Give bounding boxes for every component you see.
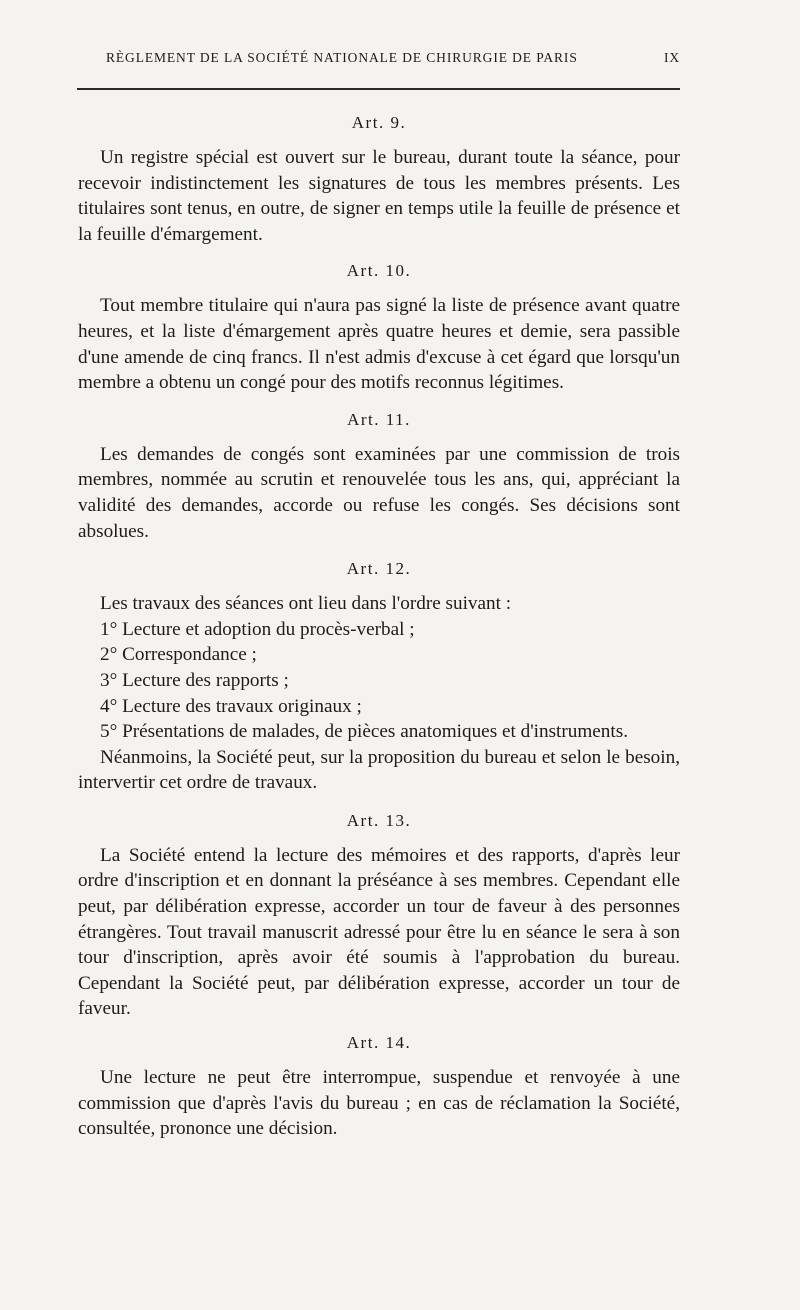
running-title: RÈGLEMENT DE LA SOCIÉTÉ NATIONALE DE CHIRURGIE DE PARIS — [106, 50, 578, 65]
article-paragraph: Les travaux des séances ont lieu dans l'ordre suivant : — [100, 593, 512, 615]
article-12 — [78, 556, 680, 796]
article-title: Art. 9. — [351, 113, 407, 132]
article-paragraph: La Société entend la lecture des mémoires et des rapports, d'après leur ordre d'inscription et en donnant la préséance à ses membres. Cependant elle peut, par délibération expresse, accorder un tour de faveur à des personnes étrangères. Tout travail manuscrit adressé pour être lu en séance le sera à son tour d'inscription, après avoir été soumis à l'approbation du bureau. Cependant la Société peut, par délibération expresse, accorder un tour de faveur. — [78, 844, 680, 1020]
running-header — [106, 50, 680, 66]
article-paragraph: Une lecture ne peut être interrompue, suspendue et renvoyée à une commission que d'après l'avis du bureau ; en cas de réclamation la Société, consultée, prononce une décision. — [78, 1067, 680, 1140]
list-item: 2° Correspondance ; — [100, 644, 257, 666]
list-item: 5° Présentations de malades, de pièces anatomiques et d'instruments. — [100, 721, 628, 743]
page-number: IX — [663, 50, 680, 65]
article-title: Art. 13. — [346, 810, 412, 830]
article-11 — [78, 407, 680, 544]
article-13 — [78, 808, 680, 1022]
article-title: Art. 11. — [347, 409, 411, 429]
article-9 — [78, 110, 680, 247]
page-body — [78, 110, 680, 1155]
article-10 — [78, 258, 680, 395]
article-14 — [78, 1030, 680, 1142]
article-title: Art. 14. — [346, 1033, 412, 1053]
article-paragraph: Tout membre titulaire qui n'aura pas signé la liste de présence avant quatre heures, et la liste d'émargement après quatre heures et demie, sera passible d'une amende de cinq francs. Il n'est admis d'excuse à cet égard que lorsqu'un membre a obtenu un congé pour des motifs reconnus légitimes. — [78, 295, 680, 394]
article-title: Art. 10. — [346, 261, 412, 281]
list-item: 4° Lecture des travaux originaux ; — [100, 695, 362, 717]
list-item: 1° Lecture et adoption du procès-verbal ; — [100, 618, 415, 640]
list-item: 3° Lecture des rapports ; — [100, 669, 289, 691]
article-paragraph: Un registre spécial est ouvert sur le bureau, durant toute la séance, pour recevoir indistinctement les signatures de tous les membres présents. Les titulaires sont tenus, en outre, de signer en temps utile la feuille de présence et la feuille d'émargement. — [78, 147, 680, 245]
header-rule — [77, 88, 680, 90]
article-paragraph: Les demandes de congés sont examinées par une commission de trois membres, nommée au scrutin et renouvelée tous les ans, qui, appréciant la validité des demandes, accorde ou refuse les congés. Ses décisions sont absolues. — [78, 443, 680, 542]
article-paragraph: Néanmoins, la Société peut, sur la proposition du bureau et selon le besoin, intervertir cet ordre de travaux. — [78, 746, 680, 794]
article-title: Art. 12. — [346, 559, 412, 579]
